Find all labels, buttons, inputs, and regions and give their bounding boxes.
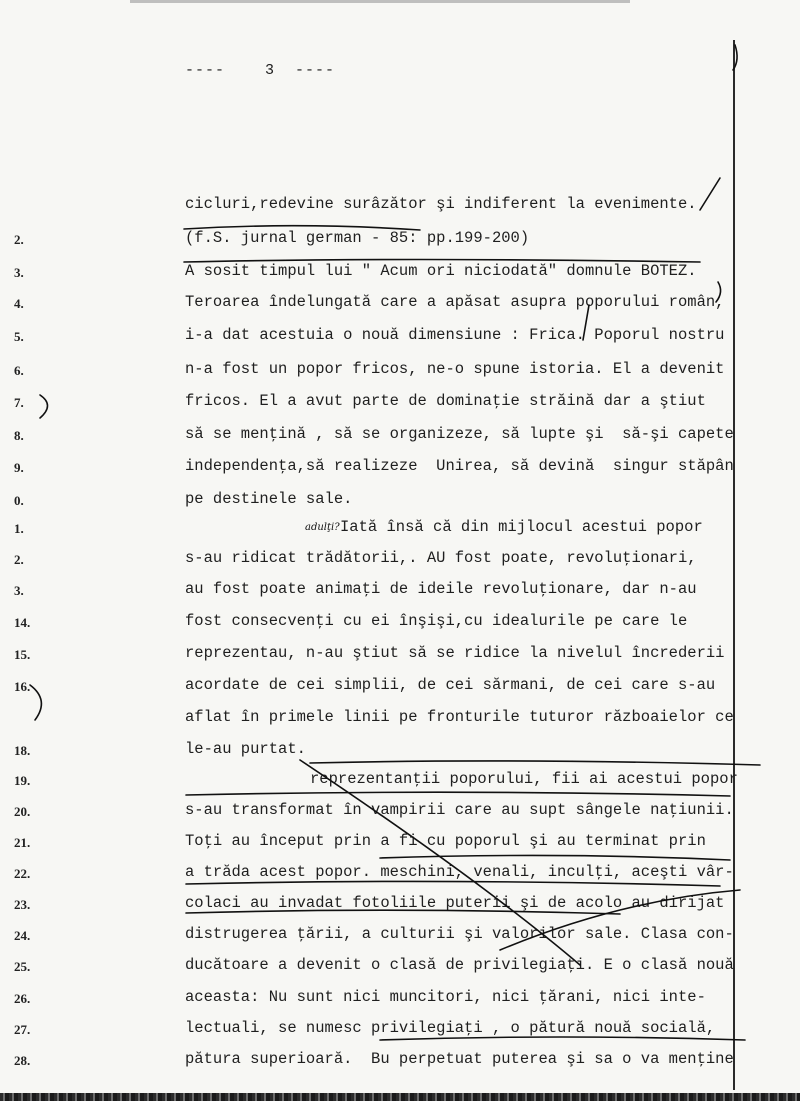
line-number: 28. xyxy=(14,1053,31,1068)
text-line: aceasta: Nu sunt nici muncitori, nici ţărani, nici inte- xyxy=(185,988,706,1006)
margin-insert-word: adulţi? xyxy=(305,522,340,533)
text-line: au fost poate animaţi de ideile revoluţionare, dar n-au xyxy=(185,580,697,598)
line-number: 26. xyxy=(14,991,31,1006)
line-number: 2. xyxy=(14,552,24,567)
text-line: a trăda acest popor. meschini, venali, inculţi, aceşti vâr- xyxy=(185,863,734,881)
text-line: n-a fost un popor fricos, ne-o spune istoria. El a devenit xyxy=(185,360,725,378)
text-line: Teroarea îndelungată care a apăsat asupra poporului român, xyxy=(185,293,725,311)
line-number: 3. xyxy=(14,583,24,598)
line-number: 18. xyxy=(14,743,31,758)
text-line: distrugerea ţării, a culturii şi valorilor sale. Clasa con- xyxy=(185,925,734,943)
line-number: 14. xyxy=(14,615,31,630)
text-line: reprezentau, n-au ştiut să se ridice la nivelul încrederii xyxy=(185,644,725,662)
text-line: acordate de cei simplii, de cei sărmani, de cei care s-au xyxy=(185,676,716,694)
line-number: 7. xyxy=(14,395,24,410)
text-line: s-au ridicat trădătorii,. AU fost poate, revoluţionari, xyxy=(185,549,697,567)
line-number: 2. xyxy=(14,232,24,247)
text-line: cicluri,redevine surâzător şi indiferent la evenimente. xyxy=(185,195,697,213)
strike-line-23 xyxy=(186,881,720,886)
text-line: fricos. El a avut parte de dominaţie străină dar a ştiut xyxy=(185,392,706,410)
line-number: 3. xyxy=(14,265,24,280)
line-number: 0. xyxy=(14,493,24,508)
text-line: (f.S. jurnal german - 85: pp.199-200) xyxy=(185,229,530,247)
line-number: 1. xyxy=(14,521,24,536)
text-line: reprezentanţii poporului, fii ai acestui popor xyxy=(310,770,738,788)
text-line: pătura superioară. Bu perpetuat puterea şi sa o va menţine xyxy=(185,1050,734,1068)
line-number: 5. xyxy=(14,329,24,344)
text-line: aflat în primele linii pe fronturile tuturor războaielor ce xyxy=(185,708,734,726)
text-line: s-au transformat în vampirii care au supt sângele naţiunii. xyxy=(185,801,734,819)
text-line: lectuali, se numesc privilegiaţi , o pătură nouă socială, xyxy=(185,1019,716,1037)
line-number: 16. xyxy=(14,679,31,694)
text-line: independenţa,să realizeze Unirea, să devină singur stăpân xyxy=(185,457,734,475)
text-line: pe destinele sale. xyxy=(185,490,353,508)
line-number: 9. xyxy=(14,460,24,475)
strike-line-22 xyxy=(380,855,730,860)
line-number: 22. xyxy=(14,866,31,881)
line-number: 15. xyxy=(14,647,31,662)
strike-line-19 xyxy=(310,761,760,765)
line-number: 6. xyxy=(14,363,24,378)
strike-line-20 xyxy=(186,792,730,796)
text-line: să se menţină , să se organizeze, să lupte şi să-şi capete xyxy=(185,425,734,443)
line-number: 25. xyxy=(14,959,31,974)
page-number-header: ---- 3 ---- xyxy=(185,62,336,79)
text-line: Toţi au început prin a fi cu poporul şi au terminat prin xyxy=(185,832,706,850)
text-line: colaci au invadat fotoliile puterii şi de acolo au dirijat xyxy=(185,894,725,912)
scan-top-edge xyxy=(130,0,630,3)
text-line: ducătoare a devenit o clasă de privilegiaţi. E o clasă nouă xyxy=(185,956,734,974)
line-number: 4. xyxy=(14,296,24,311)
strike-line-28 xyxy=(380,1037,745,1040)
text-line: A sosit timpul lui " Acum ori niciodată" domnule BOTEZ. xyxy=(185,262,697,280)
line-number: 23. xyxy=(14,897,31,912)
end-slash-1 xyxy=(700,178,720,210)
line-number: 20. xyxy=(14,804,31,819)
line-number: 24. xyxy=(14,928,31,943)
text-line: le-au purtat. xyxy=(185,740,306,758)
text-line: Iată însă că din mijlocul acestui popor xyxy=(340,518,703,536)
line-number: 8. xyxy=(14,428,24,443)
line-number: 19. xyxy=(14,773,31,788)
text-line: i-a dat acestuia o nouă dimensiune : Frica. Poporul nostru xyxy=(185,326,725,344)
line-number: 21. xyxy=(14,835,31,850)
line-number: 27. xyxy=(14,1022,31,1037)
scan-bottom-edge xyxy=(0,1093,800,1101)
text-line: fost consecvenţi cu ei înşişi,cu idealurile pe care le xyxy=(185,612,688,630)
